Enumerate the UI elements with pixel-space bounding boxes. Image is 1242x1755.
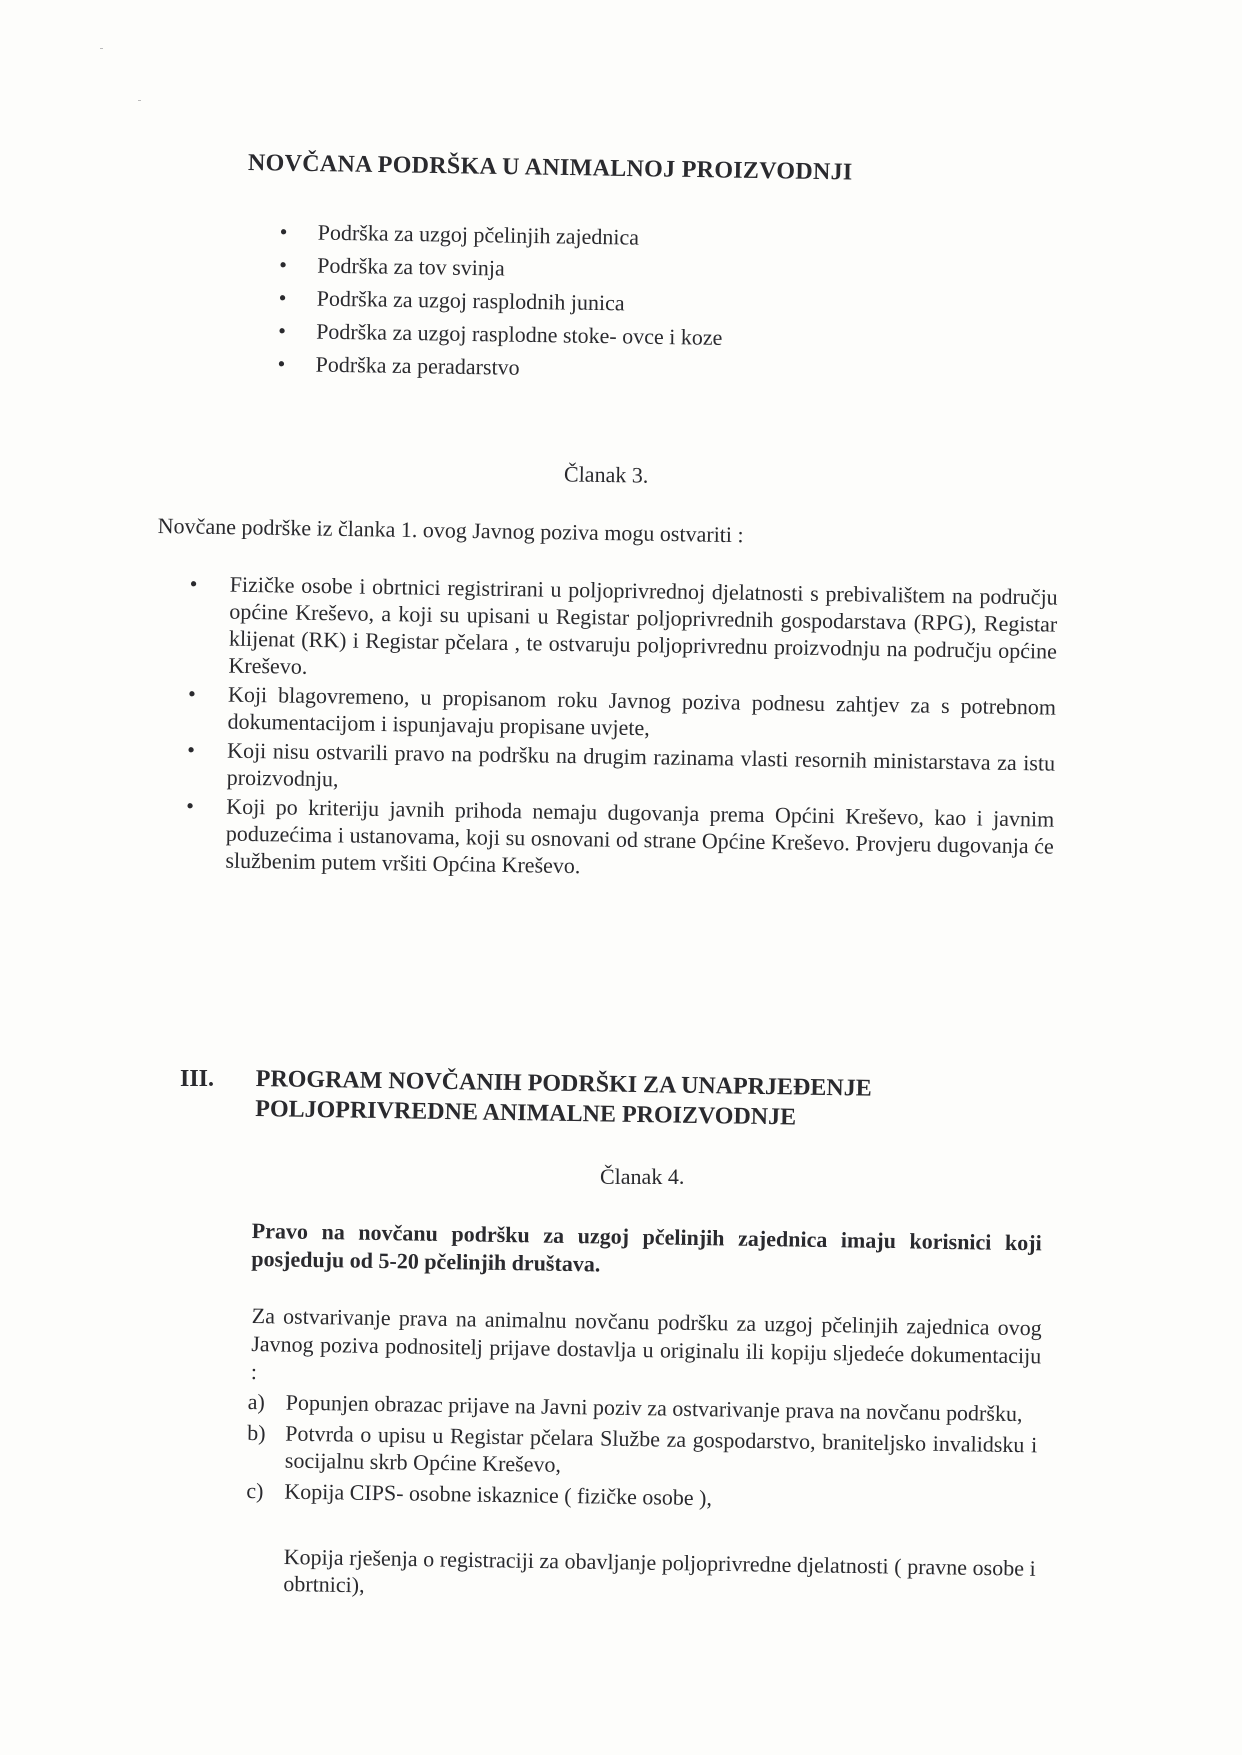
support-list xyxy=(277,215,840,389)
article-4-title: Članak 4. xyxy=(600,1164,685,1189)
list-marker: b) xyxy=(247,1419,266,1446)
list-item: • Podrška za tov svinja xyxy=(279,248,839,290)
list-item xyxy=(247,1419,1038,1485)
list-item: • Podrška za peradarstvo xyxy=(277,347,837,389)
article-3-intro: Novčane podrške iz članka 1. ovog Javnog poziva mogu ostvariti : xyxy=(157,512,744,548)
list-item: • Koji blagovremeno, u propisanom roku Javnog poziva podnesu zahtjev za s potrebnom dokumentacijom i ispunjavaju propisane uvjete, xyxy=(187,680,1056,748)
list-marker: c) xyxy=(246,1477,264,1504)
list-item-text: Potvrda o upisu u Registar pčelara Službe za gospodarstvo, braniteljsko invalidsku i socijalnu skrb Općine Kreševo, xyxy=(284,1420,1038,1477)
section-number: III. xyxy=(180,1066,215,1092)
eligibility-list xyxy=(185,570,1058,889)
list-item: • Podrška za uzgoj rasplodne stoke- ovce i koze xyxy=(278,314,838,356)
section-title-line: POLJOPRIVREDNE ANIMALNE PROIZVODNJE xyxy=(255,1095,797,1131)
page-heading: NOVČANA PODRŠKA U ANIMALNOJ PROIZVODNJI xyxy=(247,150,853,186)
article-4-paragraph: Za ostvarivanje prava na animalnu novčanu podršku za uzgoj pčelinjih zajednica ovog Javnog poziva podnositelj prijave dostavlja u originalu ili kopiju sljedeće dokumentaciju : xyxy=(250,1302,1042,1385)
list-item: • Koji nisu ostvarili pravo na podršku na drugim razinama vlasti resornih ministarstava za istu proizvodnju, xyxy=(187,736,1056,804)
list-marker: a) xyxy=(247,1388,266,1415)
list-item: • Koji po kriteriju javnih prihoda nemaju dugovanja prema Općini Kreševo, kao i javnim poduzećima i ustanovama, koji su osnovani od strane Općine Kreševo. Provjeru dugovanja će službenim putem vršiti Općina Kreševo. xyxy=(185,792,1054,887)
list-item-text: Kopija CIPS- osobne iskaznice ( fizičke osobe ), xyxy=(284,1478,713,1511)
list-item: • Podrška za uzgoj rasplodnih junica xyxy=(278,281,838,323)
list-item: • Fizičke osobe i obrtnici registrirani u poljoprivrednoj djelatnosti s prebivalištem na području općine Kreševo, a koji su upisani u Registar poljoprivrednih gospodarstava (RPG), Registar klijenat (RK) i Registar pčelara , te ostvaruju poljoprivrednu proizvodnju na području općine Kreševo. xyxy=(188,570,1058,692)
list-continuation: Kopija rješenja o registraciji za obavljanje poljoprivredne djelatnosti ( pravne osobe i obrtnici), xyxy=(283,1543,1036,1598)
section-title xyxy=(255,1064,976,1135)
section-title-line: PROGRAM NOVČANIH PODRŠKI ZA UNAPRJEĐENJE xyxy=(255,1065,872,1102)
documentation-list xyxy=(246,1388,1038,1520)
scan-speck xyxy=(100,48,103,49)
scan-speck xyxy=(138,100,141,101)
article-3-title: Članak 3. xyxy=(563,461,649,488)
list-item-text: Popunjen obrazac prijave na Javni poziv za ostvarivanje prava na novčanu podršku, xyxy=(285,1389,1023,1427)
article-4-lead: Pravo na novčanu podršku za uzgoj pčelinjih zajednica imaju korisnici koji posjeduju od 5-20 pčelinjih društava. xyxy=(251,1217,1042,1277)
list-item: • Podrška za uzgoj pčelinjih zajednica xyxy=(279,215,839,257)
